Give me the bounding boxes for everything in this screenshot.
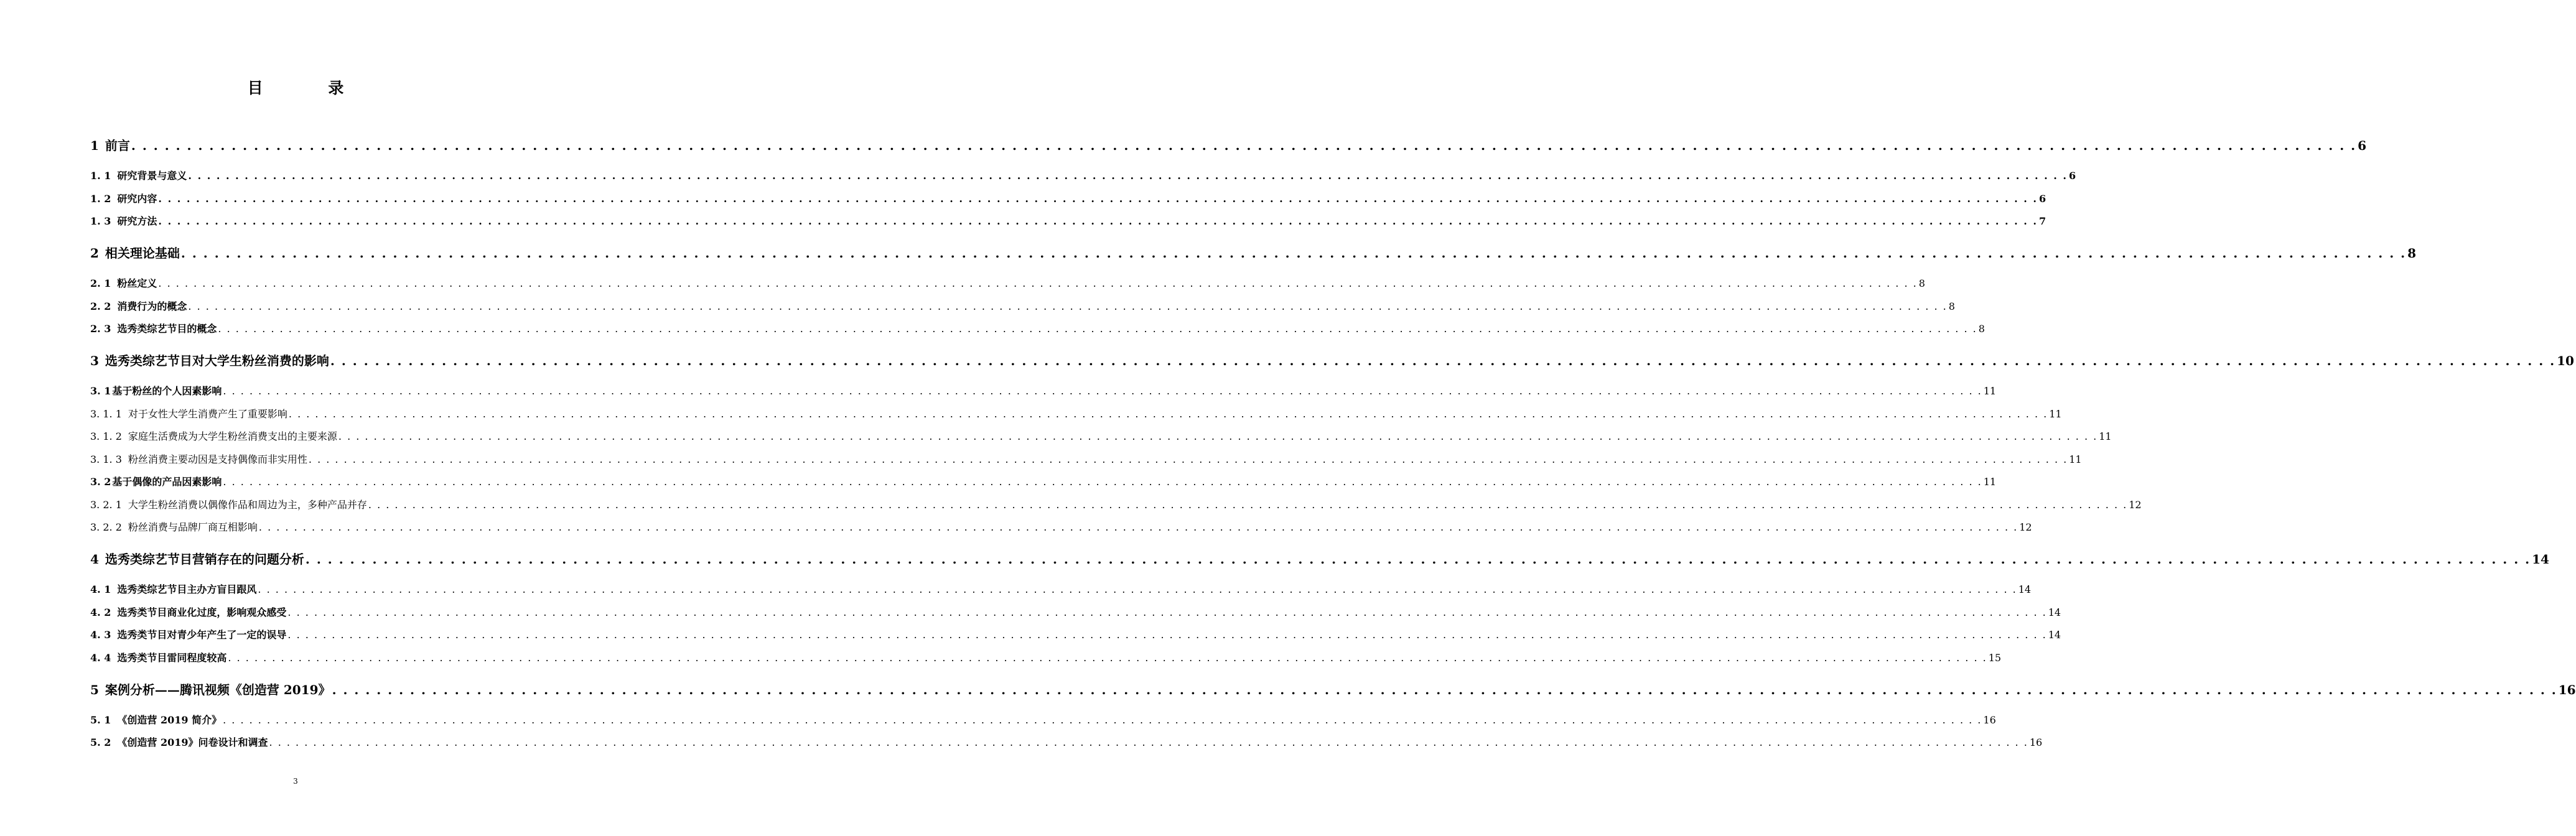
page-number: 3	[293, 777, 298, 786]
toc-entry[interactable]	[90, 549, 2549, 567]
toc-entry[interactable]	[90, 243, 2417, 261]
toc-entry-number: 2. 3	[90, 323, 111, 335]
toc-entry-label: 研究方法	[117, 215, 157, 227]
dot-leader: . . . . . . . . . . . . . . . . . . . . . . . . . . . . . . . . . . . . . . . . . . . . . . . . . . . . . . . . . . . . . . . . . . . . . . . . . . . . . . . . . . . . . . . . . . . . . . . . . . . . . . . . . . . . . . . . . . . . . . . . . . . . . . . . . . . . . . . . . . . . . . . . . . . . . . . . . . . . . . . . . . . . . . . . . . . . . . . . . . . . . . . . . . . . . . . . . . . . . . . .	[258, 583, 2017, 595]
toc-entry-page: 14	[2048, 606, 2061, 618]
toc-entry-number: 1. 2	[90, 193, 111, 205]
toc-entry-page: 15	[1988, 652, 2002, 664]
toc-entry[interactable]	[90, 680, 2576, 698]
toc-entry-page: 16	[1983, 714, 1996, 726]
toc-entry-label: 选秀类节目雷同程度较高	[117, 652, 227, 664]
toc-entry-label: 选秀类综艺节目营销存在的问题分析	[105, 552, 304, 567]
dot-leader: . . . . . . . . . . . . . . . . . . . . . . . . . . . . . . . . . . . . . . . . . . . . . . . . . . . . . . . . . . . . . . . . . . . . . . . . . . . . . . . . . . . . . . . . . . . . . . . . . . . . . . . . . . . . . . . . . . . . . . . . . . . . . . . . . . . . . . . . . . . . . . . . . . . . . . . . . . . . . . . . . . . . . . . . . . . . . . . . . . . . . . . . . . . . . . . . . . . . . . . .	[188, 170, 2068, 182]
toc-entry-label: 大学生粉丝消费以偶像作品和周边为主，多种产品并存	[128, 499, 367, 511]
dot-leader: . . . . . . . . . . . . . . . . . . . . . . . . . . . . . . . . . . . . . . . . . . . . . . . . . . . . . . . . . . . . . . . . . . . . . . . . . . . . . . . . . . . . . . . . . . . . . . . . . . . . . . . . . . . . . . . . . . . . . . . . . . . . . . . . . . . . . . . . . . . . . . . . . . . . . . . . . . . . . . . . . . . . . . . . . . . . . . . . . . . . . . . . . . . . . . . . . . . . . . . .	[158, 215, 2038, 227]
toc-entry-label: 案例分析——腾讯视频《创造营 2019》	[105, 682, 331, 697]
toc-entry-page: 8	[1978, 323, 1985, 335]
toc-entry-page: 11	[1983, 385, 1997, 397]
toc-entry-label: 选秀类节目商业化过度，影响观众感受	[117, 606, 287, 618]
toc-entry-number: 2. 2	[90, 300, 111, 312]
toc-entry-page: 11	[2049, 408, 2062, 420]
toc-entry-label: 《创造营 2019》问卷设计和调查	[117, 736, 268, 748]
toc-entry[interactable]	[90, 712, 1996, 727]
toc-entry[interactable]	[90, 650, 2002, 664]
toc-entry-number: 5	[90, 682, 99, 697]
toc-entry[interactable]	[90, 383, 1997, 397]
toc-entry-number: 2. 1	[90, 277, 111, 289]
toc-entry-number: 3. 1. 2	[90, 430, 122, 442]
dot-leader: . . . . . . . . . . . . . . . . . . . . . . . . . . . . . . . . . . . . . . . . . . . . . . . . . . . . . . . . . . . . . . . . . . . . . . . . . . . . . . . . . . . . . . . . . . . . . . . . . . . . . . . . . . . . . . . . . . . . . . . . . . . . . . . . . . . . . . . . . . . . . . . . . . . . . . . . . . . . . . . . . . . . . . . . . . . . . . . . . . . . . . . . . . . . . . . . . . . . . . . .	[332, 682, 2557, 697]
toc-title: 目 录	[247, 79, 374, 97]
toc-entry-page: 6	[2038, 193, 2046, 205]
toc-entry-label: 基于粉丝的个人因素影响	[112, 385, 222, 397]
toc-entry-label: 粉丝消费主要动因是支持偶像而非实用性	[128, 453, 307, 465]
dot-leader: . . . . . . . . . . . . . . . . . . . . . . . . . . . . . . . . . . . . . . . . . . . . . . . . . . . . . . . . . . . . . . . . . . . . . . . . . . . . . . . . . . . . . . . . . . . . . . . . . . . . . . . . . . . . . . . . . . . . . . . . . . . . . . . . . . . . . . . . . . . . . . . . . . . . . . . . . . . . . . . . . . . . . . . . . . . . . . . . . . . . . . . . . . . . . . . . . . . . . . . .	[368, 499, 2128, 511]
dot-leader: . . . . . . . . . . . . . . . . . . . . . . . . . . . . . . . . . . . . . . . . . . . . . . . . . . . . . . . . . . . . . . . . . . . . . . . . . . . . . . . . . . . . . . . . . . . . . . . . . . . . . . . . . . . . . . . . . . . . . . . . . . . . . . . . . . . . . . . . . . . . . . . . . . . . . . . . . . . . . . . . . . . . . . . . . . . . . . . . . . . . . . . . . . . . . . . . . . . . . . . .	[330, 353, 2556, 368]
toc-entry[interactable]	[90, 452, 2082, 466]
toc-entry-label: 消费行为的概念	[117, 300, 187, 312]
toc-entry-number: 1. 3	[90, 215, 111, 227]
toc-entry-page: 11	[2099, 430, 2112, 442]
toc-entry-number: 4. 3	[90, 629, 111, 641]
toc-entry[interactable]	[90, 213, 2046, 228]
toc-entry-number: 3. 1. 3	[90, 453, 122, 465]
toc-entry-page: 6	[2358, 138, 2367, 153]
toc-entry-page: 10	[2557, 353, 2574, 368]
toc-entry[interactable]	[90, 582, 2032, 596]
toc-entry-label: 选秀类节目对青少年产生了一定的误导	[117, 629, 287, 641]
toc-entry-number: 3. 1. 1	[90, 408, 122, 420]
toc-entry-page: 6	[2068, 170, 2076, 182]
dot-leader: . . . . . . . . . . . . . . . . . . . . . . . . . . . . . . . . . . . . . . . . . . . . . . . . . . . . . . . . . . . . . . . . . . . . . . . . . . . . . . . . . . . . . . . . . . . . . . . . . . . . . . . . . . . . . . . . . . . . . . . . . . . . . . . . . . . . . . . . . . . . . . . . . . . . . . . . . . . . . . . . . . . . . . . . . . . . . . . . . . . . . . . . . . . . . . . . . . . . . . . .	[338, 430, 2098, 442]
dot-leader: . . . . . . . . . . . . . . . . . . . . . . . . . . . . . . . . . . . . . . . . . . . . . . . . . . . . . . . . . . . . . . . . . . . . . . . . . . . . . . . . . . . . . . . . . . . . . . . . . . . . . . . . . . . . . . . . . . . . . . . . . . . . . . . . . . . . . . . . . . . . . . . . . . . . . . . . . . . . . . . . . . . . . . . . . . . . . . . . . . . . . . . . . . . . . . . . . . . . . . . .	[223, 385, 1982, 397]
toc-entry-number: 1	[90, 138, 99, 153]
dot-leader: . . . . . . . . . . . . . . . . . . . . . . . . . . . . . . . . . . . . . . . . . . . . . . . . . . . . . . . . . . . . . . . . . . . . . . . . . . . . . . . . . . . . . . . . . . . . . . . . . . . . . . . . . . . . . . . . . . . . . . . . . . . . . . . . . . . . . . . . . . . . . . . . . . . . . . . . . . . . . . . . . . . . . . . . . . . . . . . . . . . . . . . . . . . . . . . . . . . . . . . .	[131, 138, 2357, 153]
toc-entry-label: 基于偶像的产品因素影响	[112, 476, 222, 488]
toc-entry-label: 研究背景与意义	[117, 170, 187, 182]
dot-leader: . . . . . . . . . . . . . . . . . . . . . . . . . . . . . . . . . . . . . . . . . . . . . . . . . . . . . . . . . . . . . . . . . . . . . . . . . . . . . . . . . . . . . . . . . . . . . . . . . . . . . . . . . . . . . . . . . . . . . . . . . . . . . . . . . . . . . . . . . . . . . . . . . . . . . . . . . . . . . . . . . . . . . . . . . . . . . . . . . . . . . . . . . . . . . . . . . . . . . . . .	[305, 552, 2531, 567]
toc-entry[interactable]	[90, 735, 2043, 749]
toc-entry[interactable]	[90, 276, 1925, 290]
toc-entry[interactable]	[90, 406, 2062, 420]
toc-entry[interactable]	[90, 136, 2367, 154]
toc-entry-label: 选秀类综艺节目主办方盲目跟风	[117, 583, 257, 595]
toc-entry-page: 11	[1983, 476, 1997, 488]
toc-entry-number: 4. 1	[90, 583, 111, 595]
toc-entry[interactable]	[90, 429, 2112, 443]
toc-entry-page: 12	[2129, 499, 2142, 511]
toc-entry-label: 研究内容	[117, 193, 157, 205]
toc-entry-label: 《创造营 2019 简介》	[117, 714, 222, 726]
dot-leader: . . . . . . . . . . . . . . . . . . . . . . . . . . . . . . . . . . . . . . . . . . . . . . . . . . . . . . . . . . . . . . . . . . . . . . . . . . . . . . . . . . . . . . . . . . . . . . . . . . . . . . . . . . . . . . . . . . . . . . . . . . . . . . . . . . . . . . . . . . . . . . . . . . . . . . . . . . . . . . . . . . . . . . . . . . . . . . . . . . . . . . . . . . . . . . . . . . . . . . . .	[258, 521, 2018, 533]
toc-entry[interactable]	[90, 474, 1997, 488]
dot-leader: . . . . . . . . . . . . . . . . . . . . . . . . . . . . . . . . . . . . . . . . . . . . . . . . . . . . . . . . . . . . . . . . . . . . . . . . . . . . . . . . . . . . . . . . . . . . . . . . . . . . . . . . . . . . . . . . . . . . . . . . . . . . . . . . . . . . . . . . . . . . . . . . . . . . . . . . . . . . . . . . . . . . . . . . . . . . . . . . . . . . . . . . . . . . . . . . . . . . . . . .	[269, 736, 2028, 748]
toc-entry[interactable]	[90, 299, 1955, 313]
toc-entry-label: 粉丝定义	[117, 277, 157, 289]
dot-leader: . . . . . . . . . . . . . . . . . . . . . . . . . . . . . . . . . . . . . . . . . . . . . . . . . . . . . . . . . . . . . . . . . . . . . . . . . . . . . . . . . . . . . . . . . . . . . . . . . . . . . . . . . . . . . . . . . . . . . . . . . . . . . . . . . . . . . . . . . . . . . . . . . . . . . . . . . . . . . . . . . . . . . . . . . . . . . . . . . . . . . . . . . . . . . . . . . . . . . . . .	[180, 246, 2407, 261]
toc-entry-page: 7	[2038, 215, 2046, 227]
toc-entry-number: 4. 2	[90, 606, 111, 618]
dot-leader: . . . . . . . . . . . . . . . . . . . . . . . . . . . . . . . . . . . . . . . . . . . . . . . . . . . . . . . . . . . . . . . . . . . . . . . . . . . . . . . . . . . . . . . . . . . . . . . . . . . . . . . . . . . . . . . . . . . . . . . . . . . . . . . . . . . . . . . . . . . . . . . . . . . . . . . . . . . . . . . . . . . . . . . . . . . . . . . . . . . . . . . . . . . . . . . . . . . . . . . .	[223, 714, 1982, 726]
dot-leader: . . . . . . . . . . . . . . . . . . . . . . . . . . . . . . . . . . . . . . . . . . . . . . . . . . . . . . . . . . . . . . . . . . . . . . . . . . . . . . . . . . . . . . . . . . . . . . . . . . . . . . . . . . . . . . . . . . . . . . . . . . . . . . . . . . . . . . . . . . . . . . . . . . . . . . . . . . . . . . . . . . . . . . . . . . . . . . . . . . . . . . . . . . . . . . . . . . . . . . . .	[287, 629, 2047, 641]
toc-entry-label: 前言	[105, 138, 130, 153]
toc-entry-label: 选秀类综艺节目的概念	[117, 323, 217, 335]
toc-entry-page: 14	[2532, 552, 2549, 567]
dot-leader: . . . . . . . . . . . . . . . . . . . . . . . . . . . . . . . . . . . . . . . . . . . . . . . . . . . . . . . . . . . . . . . . . . . . . . . . . . . . . . . . . . . . . . . . . . . . . . . . . . . . . . . . . . . . . . . . . . . . . . . . . . . . . . . . . . . . . . . . . . . . . . . . . . . . . . . . . . . . . . . . . . . . . . . . . . . . . . . . . . . . . . . . . . . . . . . . . . . . . . . .	[228, 652, 1987, 664]
toc-entry[interactable]	[90, 168, 2076, 182]
toc-entry-number: 1. 1	[90, 170, 111, 182]
dot-leader: . . . . . . . . . . . . . . . . . . . . . . . . . . . . . . . . . . . . . . . . . . . . . . . . . . . . . . . . . . . . . . . . . . . . . . . . . . . . . . . . . . . . . . . . . . . . . . . . . . . . . . . . . . . . . . . . . . . . . . . . . . . . . . . . . . . . . . . . . . . . . . . . . . . . . . . . . . . . . . . . . . . . . . . . . . . . . . . . . . . . . . . . . . . . . . . . . . . . . . . .	[218, 323, 1977, 335]
toc-entry-page: 16	[2029, 736, 2043, 748]
toc-entry-number: 2	[90, 246, 99, 261]
dot-leader: . . . . . . . . . . . . . . . . . . . . . . . . . . . . . . . . . . . . . . . . . . . . . . . . . . . . . . . . . . . . . . . . . . . . . . . . . . . . . . . . . . . . . . . . . . . . . . . . . . . . . . . . . . . . . . . . . . . . . . . . . . . . . . . . . . . . . . . . . . . . . . . . . . . . . . . . . . . . . . . . . . . . . . . . . . . . . . . . . . . . . . . . . . . . . . . . . . . . . . . .	[158, 193, 2038, 205]
toc-entry-page: 8	[1948, 300, 1955, 312]
toc-entry-number: 3. 2. 1	[90, 499, 122, 511]
toc-entry-number: 3. 1	[90, 385, 111, 397]
toc-entry-number: 3	[90, 353, 99, 368]
toc-entry-page: 14	[2048, 629, 2061, 641]
dot-leader: . . . . . . . . . . . . . . . . . . . . . . . . . . . . . . . . . . . . . . . . . . . . . . . . . . . . . . . . . . . . . . . . . . . . . . . . . . . . . . . . . . . . . . . . . . . . . . . . . . . . . . . . . . . . . . . . . . . . . . . . . . . . . . . . . . . . . . . . . . . . . . . . . . . . . . . . . . . . . . . . . . . . . . . . . . . . . . . . . . . . . . . . . . . . . . . . . . . . . . . .	[158, 277, 1918, 289]
toc-entry-label: 相关理论基础	[105, 246, 180, 261]
toc-entry-page: 8	[2407, 246, 2417, 261]
dot-leader: . . . . . . . . . . . . . . . . . . . . . . . . . . . . . . . . . . . . . . . . . . . . . . . . . . . . . . . . . . . . . . . . . . . . . . . . . . . . . . . . . . . . . . . . . . . . . . . . . . . . . . . . . . . . . . . . . . . . . . . . . . . . . . . . . . . . . . . . . . . . . . . . . . . . . . . . . . . . . . . . . . . . . . . . . . . . . . . . . . . . . . . . . . . . . . . . . . . . . . . .	[308, 453, 2068, 465]
toc-entry[interactable]	[90, 605, 2061, 619]
toc-entry[interactable]	[90, 519, 2032, 534]
toc-entry-label: 粉丝消费与品牌厂商互相影响	[128, 521, 258, 533]
toc-entry-number: 4	[90, 552, 99, 567]
dot-leader: . . . . . . . . . . . . . . . . . . . . . . . . . . . . . . . . . . . . . . . . . . . . . . . . . . . . . . . . . . . . . . . . . . . . . . . . . . . . . . . . . . . . . . . . . . . . . . . . . . . . . . . . . . . . . . . . . . . . . . . . . . . . . . . . . . . . . . . . . . . . . . . . . . . . . . . . . . . . . . . . . . . . . . . . . . . . . . . . . . . . . . . . . . . . . . . . . . . . . . . .	[287, 606, 2047, 618]
toc-entry-label: 家庭生活费成为大学生粉丝消费支出的主要来源	[128, 430, 337, 442]
toc-entry-number: 5. 1	[90, 714, 111, 726]
toc-entry[interactable]	[90, 191, 2046, 205]
toc-entry-page: 8	[1918, 277, 1925, 289]
toc-entry-label: 对于女性大学生消费产生了重要影响	[128, 408, 287, 420]
toc-entry-label: 选秀类综艺节目对大学生粉丝消费的影响	[105, 353, 329, 368]
dot-leader: . . . . . . . . . . . . . . . . . . . . . . . . . . . . . . . . . . . . . . . . . . . . . . . . . . . . . . . . . . . . . . . . . . . . . . . . . . . . . . . . . . . . . . . . . . . . . . . . . . . . . . . . . . . . . . . . . . . . . . . . . . . . . . . . . . . . . . . . . . . . . . . . . . . . . . . . . . . . . . . . . . . . . . . . . . . . . . . . . . . . . . . . . . . . . . . . . . . . . . . .	[188, 300, 1948, 312]
toc-entry[interactable]	[90, 351, 2574, 369]
toc-entry-number: 4. 4	[90, 652, 111, 664]
toc-entry-number: 3. 2	[90, 476, 111, 488]
toc-entry-page: 14	[2018, 583, 2032, 595]
dot-leader: . . . . . . . . . . . . . . . . . . . . . . . . . . . . . . . . . . . . . . . . . . . . . . . . . . . . . . . . . . . . . . . . . . . . . . . . . . . . . . . . . . . . . . . . . . . . . . . . . . . . . . . . . . . . . . . . . . . . . . . . . . . . . . . . . . . . . . . . . . . . . . . . . . . . . . . . . . . . . . . . . . . . . . . . . . . . . . . . . . . . . . . . . . . . . . . . . . . . . . . .	[223, 476, 1982, 488]
toc-entry[interactable]	[90, 627, 2061, 641]
toc-entry-number: 5. 2	[90, 736, 111, 748]
toc-entry[interactable]	[90, 497, 2142, 511]
toc-entry-number: 3. 2. 2	[90, 521, 122, 533]
toc-entry-page: 16	[2558, 682, 2576, 697]
toc-entry[interactable]	[90, 321, 1985, 335]
toc-entry-page: 12	[2019, 521, 2032, 533]
dot-leader: . . . . . . . . . . . . . . . . . . . . . . . . . . . . . . . . . . . . . . . . . . . . . . . . . . . . . . . . . . . . . . . . . . . . . . . . . . . . . . . . . . . . . . . . . . . . . . . . . . . . . . . . . . . . . . . . . . . . . . . . . . . . . . . . . . . . . . . . . . . . . . . . . . . . . . . . . . . . . . . . . . . . . . . . . . . . . . . . . . . . . . . . . . . . . . . . . . . . . . . .	[288, 408, 2048, 420]
toc-entry-page: 11	[2069, 453, 2082, 465]
